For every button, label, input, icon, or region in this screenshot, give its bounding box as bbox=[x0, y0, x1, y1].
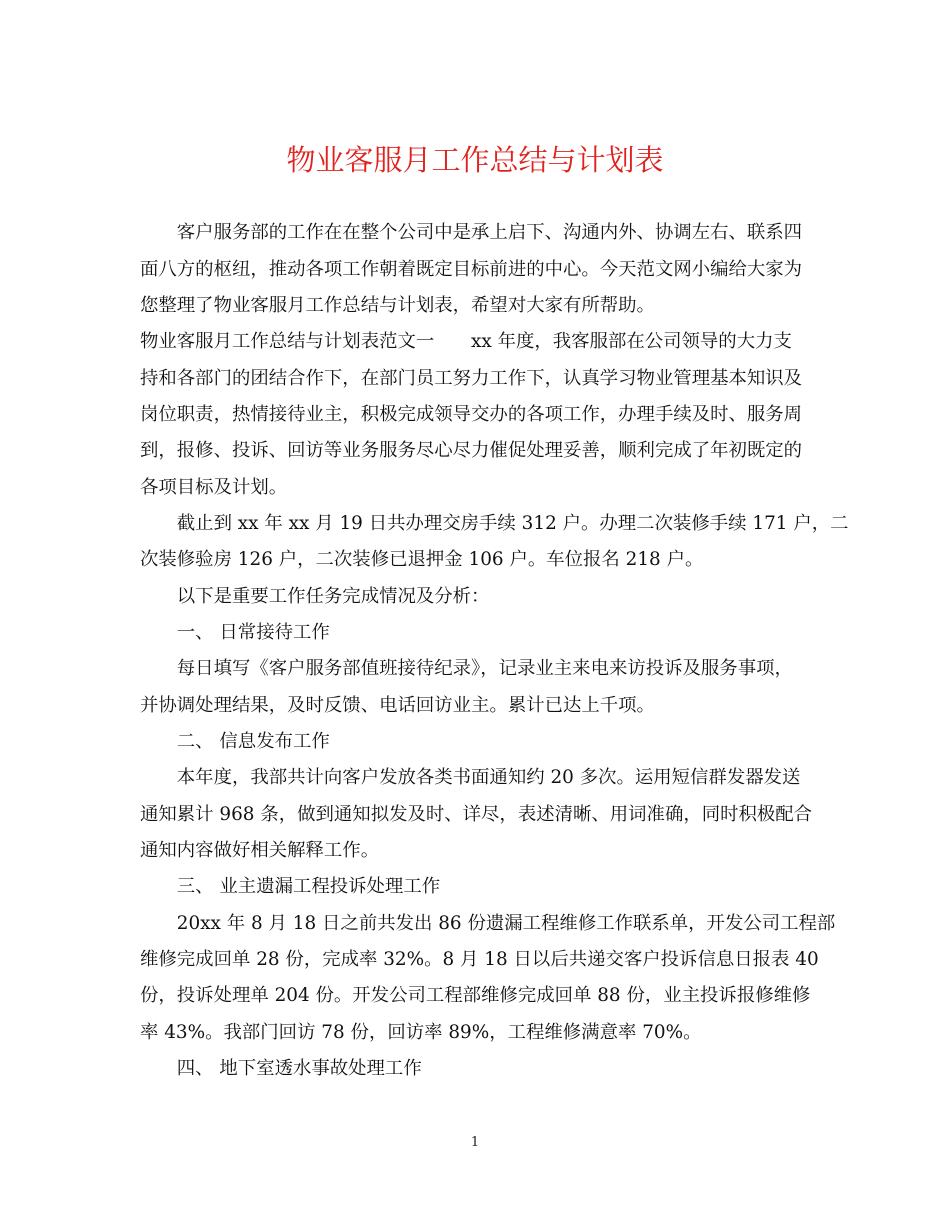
document-title: 物业客服月工作总结与计划表 bbox=[286, 143, 664, 177]
section-heading: 二、 信息发布工作 bbox=[140, 731, 330, 752]
body-line: 各项目标及计划。 bbox=[140, 477, 288, 498]
body-line: 率 43%。我部门回访 78 份，回访率 89%，工程维修满意率 70%。 bbox=[140, 1022, 702, 1043]
body-line: 物业客服月工作总结与计划表范文一 xx 年度，我客服部在公司领导的大力支 bbox=[140, 331, 792, 352]
section-intro: 以下是重要工作任务完成情况及分析： bbox=[140, 586, 490, 607]
body-line: 持和各部门的团结合作下，在部门员工努力工作下，认真学习物业管理基本知识及 bbox=[140, 368, 803, 389]
body-line: 20xx 年 8 月 18 日之前共发出 86 份遗漏工程维修工作联系单，开发公司工程部 bbox=[140, 913, 836, 934]
body-line: 截止到 xx 年 xx 月 19 日共办理交房手续 312 户。办理二次装修手续 171 户，二 bbox=[140, 513, 849, 534]
body-line: 通知累计 968 条，做到通知拟发及时、详尽，表述清晰、用词准确，同时积极配合 bbox=[140, 804, 813, 825]
body-line: 次装修验房 126 户，二次装修已退押金 106 户。车位报名 218 户。 bbox=[140, 549, 704, 570]
section-heading: 三、 业主遗漏工程投诉处理工作 bbox=[140, 876, 441, 897]
body-line: 维修完成回单 28 份，完成率 32%。8 月 18 日以后共递交客户投诉信息日报表 40 bbox=[140, 949, 819, 970]
body-line: 并协调处理结果，及时反馈、电话回访业主。累计已达上千项。 bbox=[140, 695, 655, 716]
body-line: 面八方的枢纽，推动各项工作朝着既定目标前进的中心。今天范文网小编给大家为 bbox=[140, 259, 803, 280]
body-line: 本年度，我部共计向客户发放各类书面通知约 20 多次。运用短信群发器发送 bbox=[140, 767, 801, 788]
section-heading: 一、 日常接待工作 bbox=[140, 622, 330, 643]
body-line: 份，投诉处理单 204 份。开发公司工程部维修完成回单 88 份，业主投诉报修维修 bbox=[140, 985, 811, 1006]
page-number: 1 bbox=[470, 1135, 480, 1150]
body-line: 通知内容做好相关解释工作。 bbox=[140, 840, 380, 861]
body-line: 客户服务部的工作在在整个公司中是承上启下、沟通内外、协调左右、联系四 bbox=[140, 222, 803, 243]
section-heading: 四、 地下室透水事故处理工作 bbox=[140, 1058, 422, 1079]
body-line: 到，报修、投诉、回访等业务服务尽心尽力催促处理妥善，顺利完成了年初既定的 bbox=[140, 440, 803, 461]
body-line: 每日填写《客户服务部值班接待纪录》，记录业主来电来访投诉及服务事项， bbox=[140, 658, 793, 679]
body-line: 您整理了物业客服月工作总结与计划表，希望对大家有所帮助。 bbox=[140, 295, 655, 316]
body-line: 岗位职责，热情接待业主，积极完成领导交办的各项工作，办理手续及时、服务周 bbox=[140, 404, 803, 425]
